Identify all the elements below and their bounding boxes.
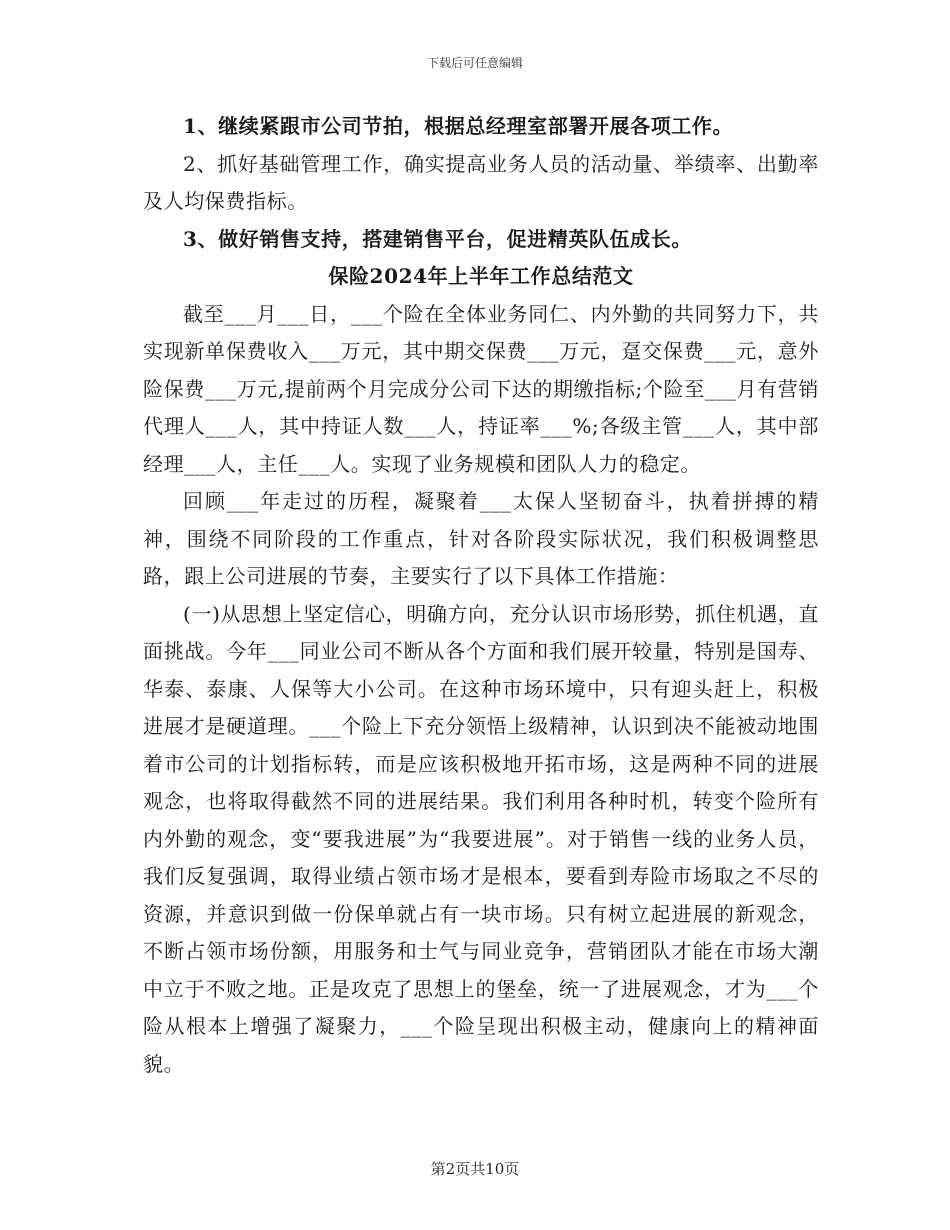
body-paragraph-1: 截至___月___日，___个险在全体业务同仁、内外勤的共同努力下，共实现新单保费收入___万元，其中期交保费___万元，趸交保费___元，意外险保费___万元,提前两个月完成分公司下达的期缴指标;个险至___月有营销代理人___人，其中持证人数___人，持证率___%;各级主管___人，其中部经理___人，主任___人。实现了业务规模和团队人力的稳定。 [143,301,819,476]
body-paragraph-2: 回顾___年走过的历程，凝聚着___太保人坚韧奋斗，执着拼搏的精神，围绕不同阶段的工作重点，针对各阶段实际状况，我们积极调整思路，跟上公司进展的节奏，主要实行了以下具体工作措施： [143,489,819,588]
header-note: 下载后可任意编辑 [426,56,523,70]
list-item-2: 2、抓好基础管理工作，确实提高业务人员的活动量、举绩率、出勤率及人均保费指标。 [143,151,819,213]
body-paragraph-3: (一)从思想上坚定信心，明确方向，充分认识市场形势，抓住机遇，直面挑战。今年___同业公司不断从各个方面和我们展开较量，特别是国寿、华泰、泰康、人保等大小公司。在这种市场环境中，只有迎头赶上，积极进展才是硬道理。___个险上下充分领悟上级精神，认识到决不能被动地围着市公司的计划指标转，而是应该积极地开拓市场，这是两种不同的进展观念，也将取得截然不同的进展结果。我们利用各种时机，转变个险所有内外勤的观念，变“要我进展”为“我要进展”。对于销售一线的业务人员，我们反复强调，取得业绩占领市场才是根本，要看到寿险市场取之不尽的资源，并意识到做一份保单就占有一块市场。只有树立起进展的新观念，不断占领市场份额，用服务和士气与同业竞争，营销团队才能在市场大潮中立于不败之地。正是攻克了思想上的堡垒，统一了进展观念，才为___个险从根本上增强了凝聚力，___个险呈现出积极主动，健康向上的精神面貌。 [143,601,819,1076]
document-body [143,108,819,1083]
section-title: 保险2024年上半年工作总结范文 [328,264,634,288]
list-item-3: 3、做好销售支持，搭建销售平台，促进精英队伍成长。 [183,226,692,251]
list-item-1: 1、继续紧跟市公司节拍，根据总经理室部署开展各项工作。 [183,114,734,138]
page-number: 第2页共10页 [430,1160,520,1178]
